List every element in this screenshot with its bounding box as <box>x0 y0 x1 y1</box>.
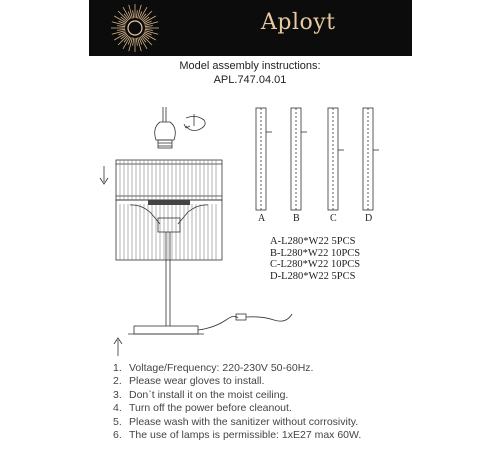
part-rod-c <box>328 108 344 210</box>
brand-name: Aployt <box>261 10 336 35</box>
instructions-list <box>113 362 361 442</box>
instruction-item: 6. The use of lamps is permissible: 1xE27 max 60W. <box>113 429 362 442</box>
part-rod-a <box>256 108 272 210</box>
parts-list-item: D-L280*W22 5PCS <box>270 270 356 282</box>
parts-list <box>270 236 360 282</box>
document-title: Model assembly instructions: <box>179 60 321 72</box>
part-label-c: C <box>330 213 337 224</box>
rotate-arrow-icon <box>184 114 205 131</box>
part-rod-d <box>363 108 379 210</box>
part-label-d: D <box>365 213 373 224</box>
center-hub <box>158 218 180 232</box>
model-number: APL.747.04.01 <box>213 74 287 86</box>
part-rods <box>256 108 379 210</box>
power-cable <box>198 316 238 330</box>
part-label-b: B <box>293 213 300 224</box>
down-arrow-icon <box>100 166 108 184</box>
instruction-item: 3. Don`t install it on the moist ceiling. <box>113 388 289 401</box>
left-arm <box>130 205 160 224</box>
bulb-icon <box>155 122 176 148</box>
base <box>134 326 198 334</box>
instruction-item: 2. Please wear gloves to install. <box>113 375 265 388</box>
parts-list-item: C-L280*W22 10PCS <box>270 259 361 270</box>
right-arm <box>178 205 208 224</box>
instruction-item: 1. Voltage/Frequency: 220-230V 50-60Hz. <box>113 362 314 374</box>
cable-switch <box>236 314 246 320</box>
crystal-rods-top <box>120 160 216 200</box>
parts-list-item: B-L280*W22 10PCS <box>270 247 361 259</box>
instruction-item: 5. Please wash with the sanitizer without corrosivity. <box>113 415 359 428</box>
parts-list-item: A-L280*W22 5PCS <box>270 236 356 247</box>
instruction-item: 4. Turn off the power before cleanout. <box>113 402 292 415</box>
part-label-a: A <box>258 213 266 224</box>
part-rod-b <box>291 108 307 210</box>
up-arrow-icon <box>114 338 122 356</box>
